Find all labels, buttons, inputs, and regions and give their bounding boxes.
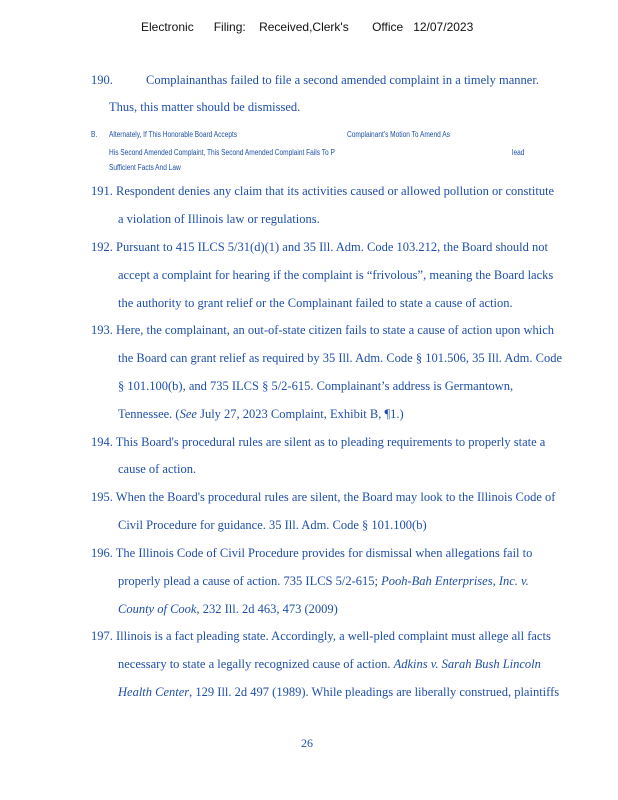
para-197-line-1: 197. Illinois is a fact pleading state. Accordingly, a well-pled complaint must allege all facts xyxy=(91,629,551,643)
para-196-case-party: County of Cook xyxy=(118,602,197,616)
para-197-citation: , 129 Ill. 2d 497 (1989). While pleadings are liberally construed, plaintiffs xyxy=(189,685,560,699)
filing-stamp-header xyxy=(141,20,473,34)
stamp-electronic: Electronic xyxy=(141,20,194,34)
stamp-office: Office xyxy=(372,20,404,34)
para-195-line-2: Civil Procedure for guidance. 35 Ill. Adm. Code § 101.100(b) xyxy=(118,518,427,532)
para-192-line-1: 192. Pursuant to 415 ILCS 5/31(d)(1) and 35 Ill. Adm. Code 103.212, the Board should not xyxy=(91,240,548,254)
para-193-line-2: the Board can grant relief as required by 35 Ill. Adm. Code § 101.506, 35 Ill. Adm. Code xyxy=(118,351,563,365)
para-191-line-2: a violation of Illinois law or regulations. xyxy=(118,212,320,226)
para-197-case-party: Health Center xyxy=(118,685,190,699)
stamp-date: 12/07/2023 xyxy=(413,20,474,34)
para-193-line-3: § 101.100(b), and 735 ILCS § 5/2-615. Complainant’s address is Germantown, xyxy=(118,379,514,393)
para-190-line-2: Thus, this matter should be dismissed. xyxy=(109,100,301,114)
para-196-line-1: 196. The Illinois Code of Civil Procedure provides for dismissal when allegations fail to xyxy=(91,546,533,560)
para-191-line-1: 191. Respondent denies any claim that its activities caused or allowed pollution or constitute xyxy=(91,184,555,198)
section-b-line-1b: Complainant's Motion To Amend As xyxy=(347,130,450,139)
para-190-line-1: Complainanthas failed to file a second amended complaint in a timely manner. xyxy=(146,73,539,87)
para-196-line-3 xyxy=(118,603,338,616)
section-b-line-2a: His Second Amended Complaint, This Second Amended Complaint Fails To P xyxy=(109,148,335,157)
para-193-see-signal: See xyxy=(179,407,197,421)
stamp-filing: Filing: xyxy=(213,20,246,34)
para-196-citation: , 232 Ill. 2d 463, 473 (2009) xyxy=(196,602,338,616)
section-b-line-2b: lead xyxy=(512,148,525,157)
section-b-line-3: Sufficient Facts And Law xyxy=(109,163,181,172)
para-194-line-2: cause of action. xyxy=(118,462,197,476)
stamp-received: Received,Clerk's xyxy=(259,20,349,34)
para-196-line-2a: properly plead a cause of action. 735 ILCS 5/2-615; xyxy=(118,574,382,588)
para-193-line-4b: July 27, 2023 Complaint, Exhibit B, ¶1.) xyxy=(196,407,404,421)
para-196-case-name: Pooh-Bah Enterprises, Inc. v. xyxy=(381,574,529,588)
para-192-line-3: the authority to grant relief or the Complainant failed to state a cause of action. xyxy=(118,296,513,310)
para-190-number: 190. xyxy=(91,73,113,87)
para-197-line-2 xyxy=(118,658,541,671)
para-197-case-name: Adkins v. Sarah Bush Lincoln xyxy=(393,657,541,671)
para-197-line-3 xyxy=(118,686,559,699)
para-193-line-4 xyxy=(118,408,404,421)
section-b-letter: B. xyxy=(91,130,98,139)
para-194-line-1: 194. This Board's procedural rules are silent as to pleading requirements to properly state a xyxy=(91,435,546,449)
para-196-line-2 xyxy=(118,575,529,588)
para-193-line-1: 193. Here, the complainant, an out-of-state citizen fails to state a cause of action upon which xyxy=(91,323,555,337)
para-195-line-1: 195. When the Board's procedural rules are silent, the Board may look to the Illinois Code of xyxy=(91,490,556,504)
section-b-line-1a: Alternately, If This Honorable Board Accepts xyxy=(109,130,238,139)
para-197-line-2a: necessary to state a legally recognized cause of action. xyxy=(118,657,394,671)
page-number: 26 xyxy=(301,736,313,750)
para-193-line-4a: Tennessee. ( xyxy=(118,407,180,421)
para-192-line-2: accept a complaint for hearing if the complaint is “frivolous”, meaning the Board lacks xyxy=(118,268,554,282)
